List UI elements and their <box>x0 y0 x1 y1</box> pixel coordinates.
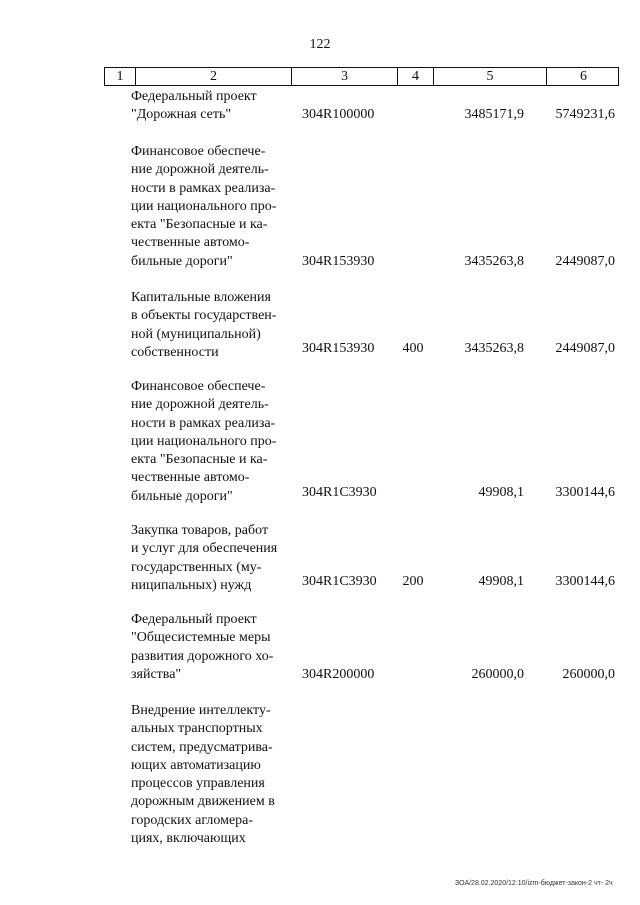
page-number: 122 <box>309 37 331 52</box>
document-footer-stamp: ЗОА/28.02.2020/12:10/izm-бюджет-закон-2 чт- 2ч <box>455 880 613 887</box>
row-code: 304R200000 <box>302 667 375 682</box>
header-col-6: 6 <box>546 68 620 85</box>
header-col-3: 3 <box>291 68 397 85</box>
row-name: Внедрение интеллекту- альных транспортных систем, предусматрива- ющих автоматизацию процессов управления дорожным движением в городских агломера- циях, включающих <box>131 703 275 847</box>
row-amount-1: 49908,1 <box>478 485 524 500</box>
header-col-2: 2 <box>135 68 291 85</box>
row-amount-1: 49908,1 <box>478 574 524 589</box>
row-expense-type: 200 <box>402 574 424 589</box>
row-amount-2: 2449087,0 <box>555 254 615 269</box>
row-amount-2: 5749231,6 <box>555 107 615 122</box>
row-amount-1: 3485171,9 <box>464 107 524 122</box>
row-amount-2: 260000,0 <box>562 667 615 682</box>
header-col-5: 5 <box>433 68 546 85</box>
row-name: Закупка товаров, работ и услуг для обеспечения государственных (му- ниципальных) нужд <box>131 523 278 593</box>
row-amount-2: 2449087,0 <box>555 341 615 356</box>
row-name: Финансовое обеспече- ние дорожной деятель- ности в рамках реализа- ции национального про- екта "Безопасные и ка- чественные автомо- бильные дороги" <box>131 379 277 504</box>
row-amount-1: 3435263,8 <box>464 341 524 356</box>
header-col-4: 4 <box>397 68 433 85</box>
row-code: 304R100000 <box>302 107 375 122</box>
row-expense-type: 400 <box>402 341 424 356</box>
header-col-1: 1 <box>116 69 124 84</box>
row-name: Федеральный проект "Дорожная сеть" <box>131 89 257 123</box>
row-code: 304R153930 <box>302 254 375 269</box>
row-amount-1: 260000,0 <box>471 667 524 682</box>
row-name: Финансовое обеспече- ние дорожной деятель- ности в рамках реализа- ции национального про- екта "Безопасные и ка- чественные автомо- бильные дороги" <box>131 144 277 269</box>
row-amount-1: 3435263,8 <box>464 254 524 269</box>
row-code: 304R153930 <box>302 341 375 356</box>
row-amount-2: 3300144,6 <box>555 574 615 589</box>
row-amount-2: 3300144,6 <box>555 485 615 500</box>
row-name: Федеральный проект "Общесистемные меры развития дорожного хо- зяйства" <box>131 612 274 682</box>
row-name: Капитальные вложения в объекты государствен- ной (муниципальной) собственности <box>131 290 277 360</box>
table-header-row <box>104 67 619 86</box>
row-code: 304R1C3930 <box>302 485 377 500</box>
row-code: 304R1C3930 <box>302 574 377 589</box>
